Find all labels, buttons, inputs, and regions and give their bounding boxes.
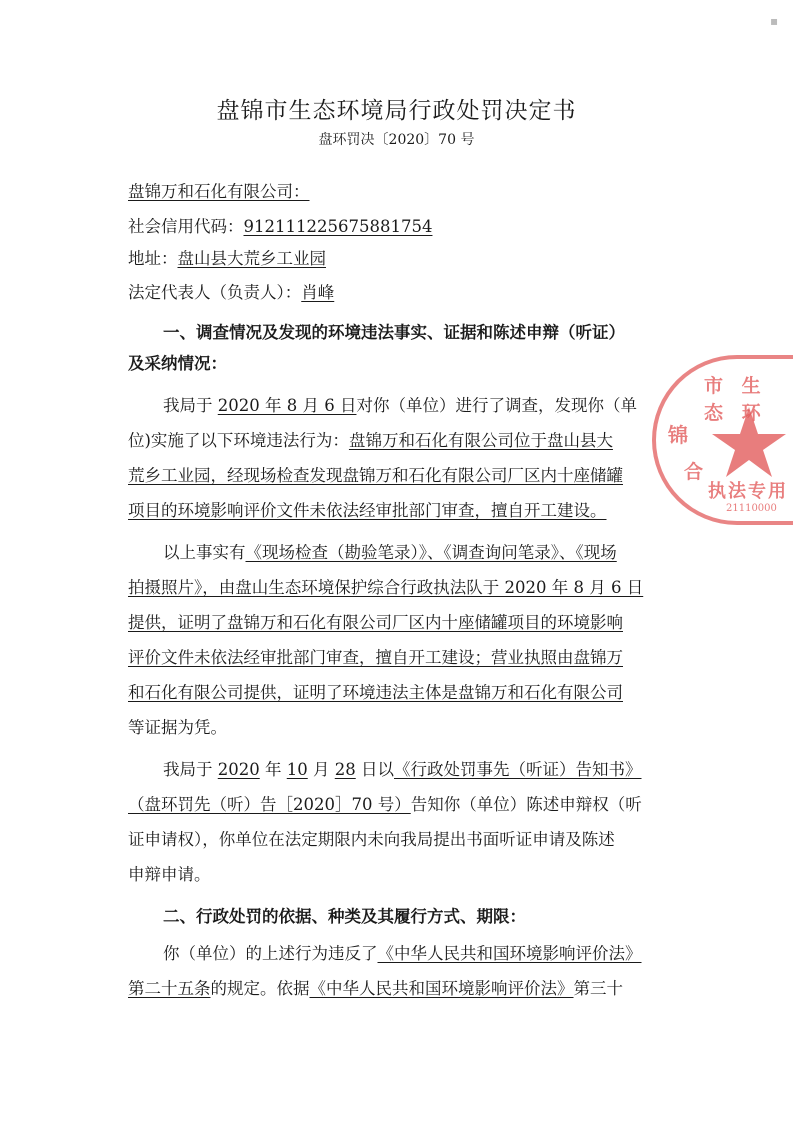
- corner-mark: ▪: [770, 14, 779, 28]
- document-number: 盘环罚决〔2020〕70 号: [318, 132, 475, 148]
- text-span: 以上事实有: [163, 543, 246, 562]
- text-span: 位)实施了以下环境违法行为：: [128, 431, 349, 450]
- evidence-text: 提供，证明了盘锦万和石化有限公司厂区内十座储罐项目的环境影响: [128, 613, 623, 632]
- notice-document: 《行政处罚事先（听证）告知书》: [394, 760, 642, 779]
- evidence-text: 《现场检查（勘验笔录）》、《调查询问笔录》、《现场: [245, 543, 617, 562]
- text-span: 第三十: [573, 979, 623, 998]
- law-reference: 《中华人民共和国环境影响评价法》: [377, 944, 642, 963]
- notice-number: （盘环罚先（听）告［2020］70 号）: [128, 795, 411, 814]
- credit-code-line: [128, 215, 432, 239]
- text-span: 告知你（单位）陈述申辩权（听: [410, 795, 642, 814]
- official-seal: [652, 355, 793, 525]
- company-name-text: 盘锦万和石化有限公司：: [128, 182, 310, 201]
- text-span: 我局于: [163, 396, 218, 415]
- seal-text-inner-right: 执法专用: [708, 481, 788, 502]
- text-span: 年: [259, 760, 287, 779]
- s1p2-line1: [163, 541, 617, 565]
- s1p1-line2: [128, 429, 613, 453]
- text-span: 日以: [355, 760, 394, 779]
- section2-heading: 二、行政处罚的依据、种类及其履行方式、期限：: [163, 907, 526, 926]
- law-reference: 《中华人民共和国环境影响评价法》: [309, 979, 574, 998]
- document-title: 盘锦市生态环境局行政处罚决定书: [216, 98, 577, 124]
- s1p3-line1: [163, 758, 642, 782]
- representative-value: 肖峰: [301, 283, 335, 302]
- text-span: 月: [307, 760, 335, 779]
- s1p1-line4: [128, 499, 607, 523]
- violation-text: 盘锦万和石化有限公司位于盘山县大: [348, 431, 613, 450]
- s1p3-line4: [128, 863, 211, 887]
- violation-text: 荒乡工业园，经现场检查发现盘锦万和石化有限公司厂区内十座储罐: [128, 466, 623, 485]
- notice-day: 28: [334, 760, 356, 779]
- s1p2-line3: [128, 611, 623, 635]
- seal-text-top: 市 生 态 环: [704, 375, 767, 424]
- text-span: 我局于: [163, 760, 218, 779]
- notice-month: 10: [286, 760, 308, 779]
- section1-heading-cont: 及采纳情况：: [128, 354, 227, 373]
- seal-text-left: 锦: [668, 423, 688, 447]
- text-span: 等证据为凭。: [128, 718, 227, 737]
- s1p3-line2: [128, 793, 642, 817]
- representative-line: [128, 281, 334, 305]
- s1p2-line4: [128, 646, 623, 670]
- evidence-text: 评价文件未依法经审批部门审查，擅自开工建设；营业执照由盘锦万: [128, 648, 623, 667]
- s1p2-line2: [128, 576, 643, 600]
- s1p1-line1: [163, 394, 637, 418]
- evidence-text: 和石化有限公司提供，证明了环境违法主体是盘锦万和石化有限公司: [128, 683, 623, 702]
- credit-code-value: 912111225675881754: [243, 217, 433, 236]
- text-span: 证申请权），你单位在法定期限内未向我局提出书面听证申请及陈述: [128, 830, 615, 849]
- investigation-date: 2020 年 8 月 6 日: [217, 396, 357, 415]
- violation-text: 项目的环境影响评价文件未依法经审批部门审查，擅自开工建设。: [128, 501, 607, 520]
- address-line: [128, 247, 326, 271]
- seal-text-inner: 合: [684, 461, 704, 483]
- text-span: 你（单位）的上述行为违反了: [163, 944, 378, 963]
- address-label: 地址：: [128, 249, 178, 268]
- s1p2-line5: [128, 681, 623, 705]
- address-value: 盘山县大荒乡工业园: [177, 249, 326, 268]
- representative-label: 法定代表人（负责人）：: [128, 283, 302, 302]
- text-span: 对你（单位）进行了调查，发现你（单: [356, 396, 637, 415]
- evidence-text: 拍摄照片》，由盘山生态环境保护综合行政执法队于 2020 年 8 月 6 日: [128, 578, 644, 597]
- credit-code-label: 社会信用代码：: [128, 217, 244, 236]
- text-span: 申辩申请。: [128, 865, 211, 884]
- s1p1-line3: [128, 464, 623, 488]
- s1p3-line3: [128, 828, 615, 852]
- company-name: [128, 180, 310, 204]
- section1-heading: 一、调查情况及发现的环境违法事实、证据和陈述申辩（听证）: [163, 323, 625, 342]
- s2p1-line1: [163, 942, 642, 966]
- seal-code: 21110000: [726, 503, 777, 514]
- s1p2-line6: [128, 716, 227, 740]
- notice-year: 2020: [217, 760, 260, 779]
- text-span: 的规定。依据: [210, 979, 310, 998]
- law-article: 第二十五条: [128, 979, 211, 998]
- s2p1-line2: [128, 977, 623, 1001]
